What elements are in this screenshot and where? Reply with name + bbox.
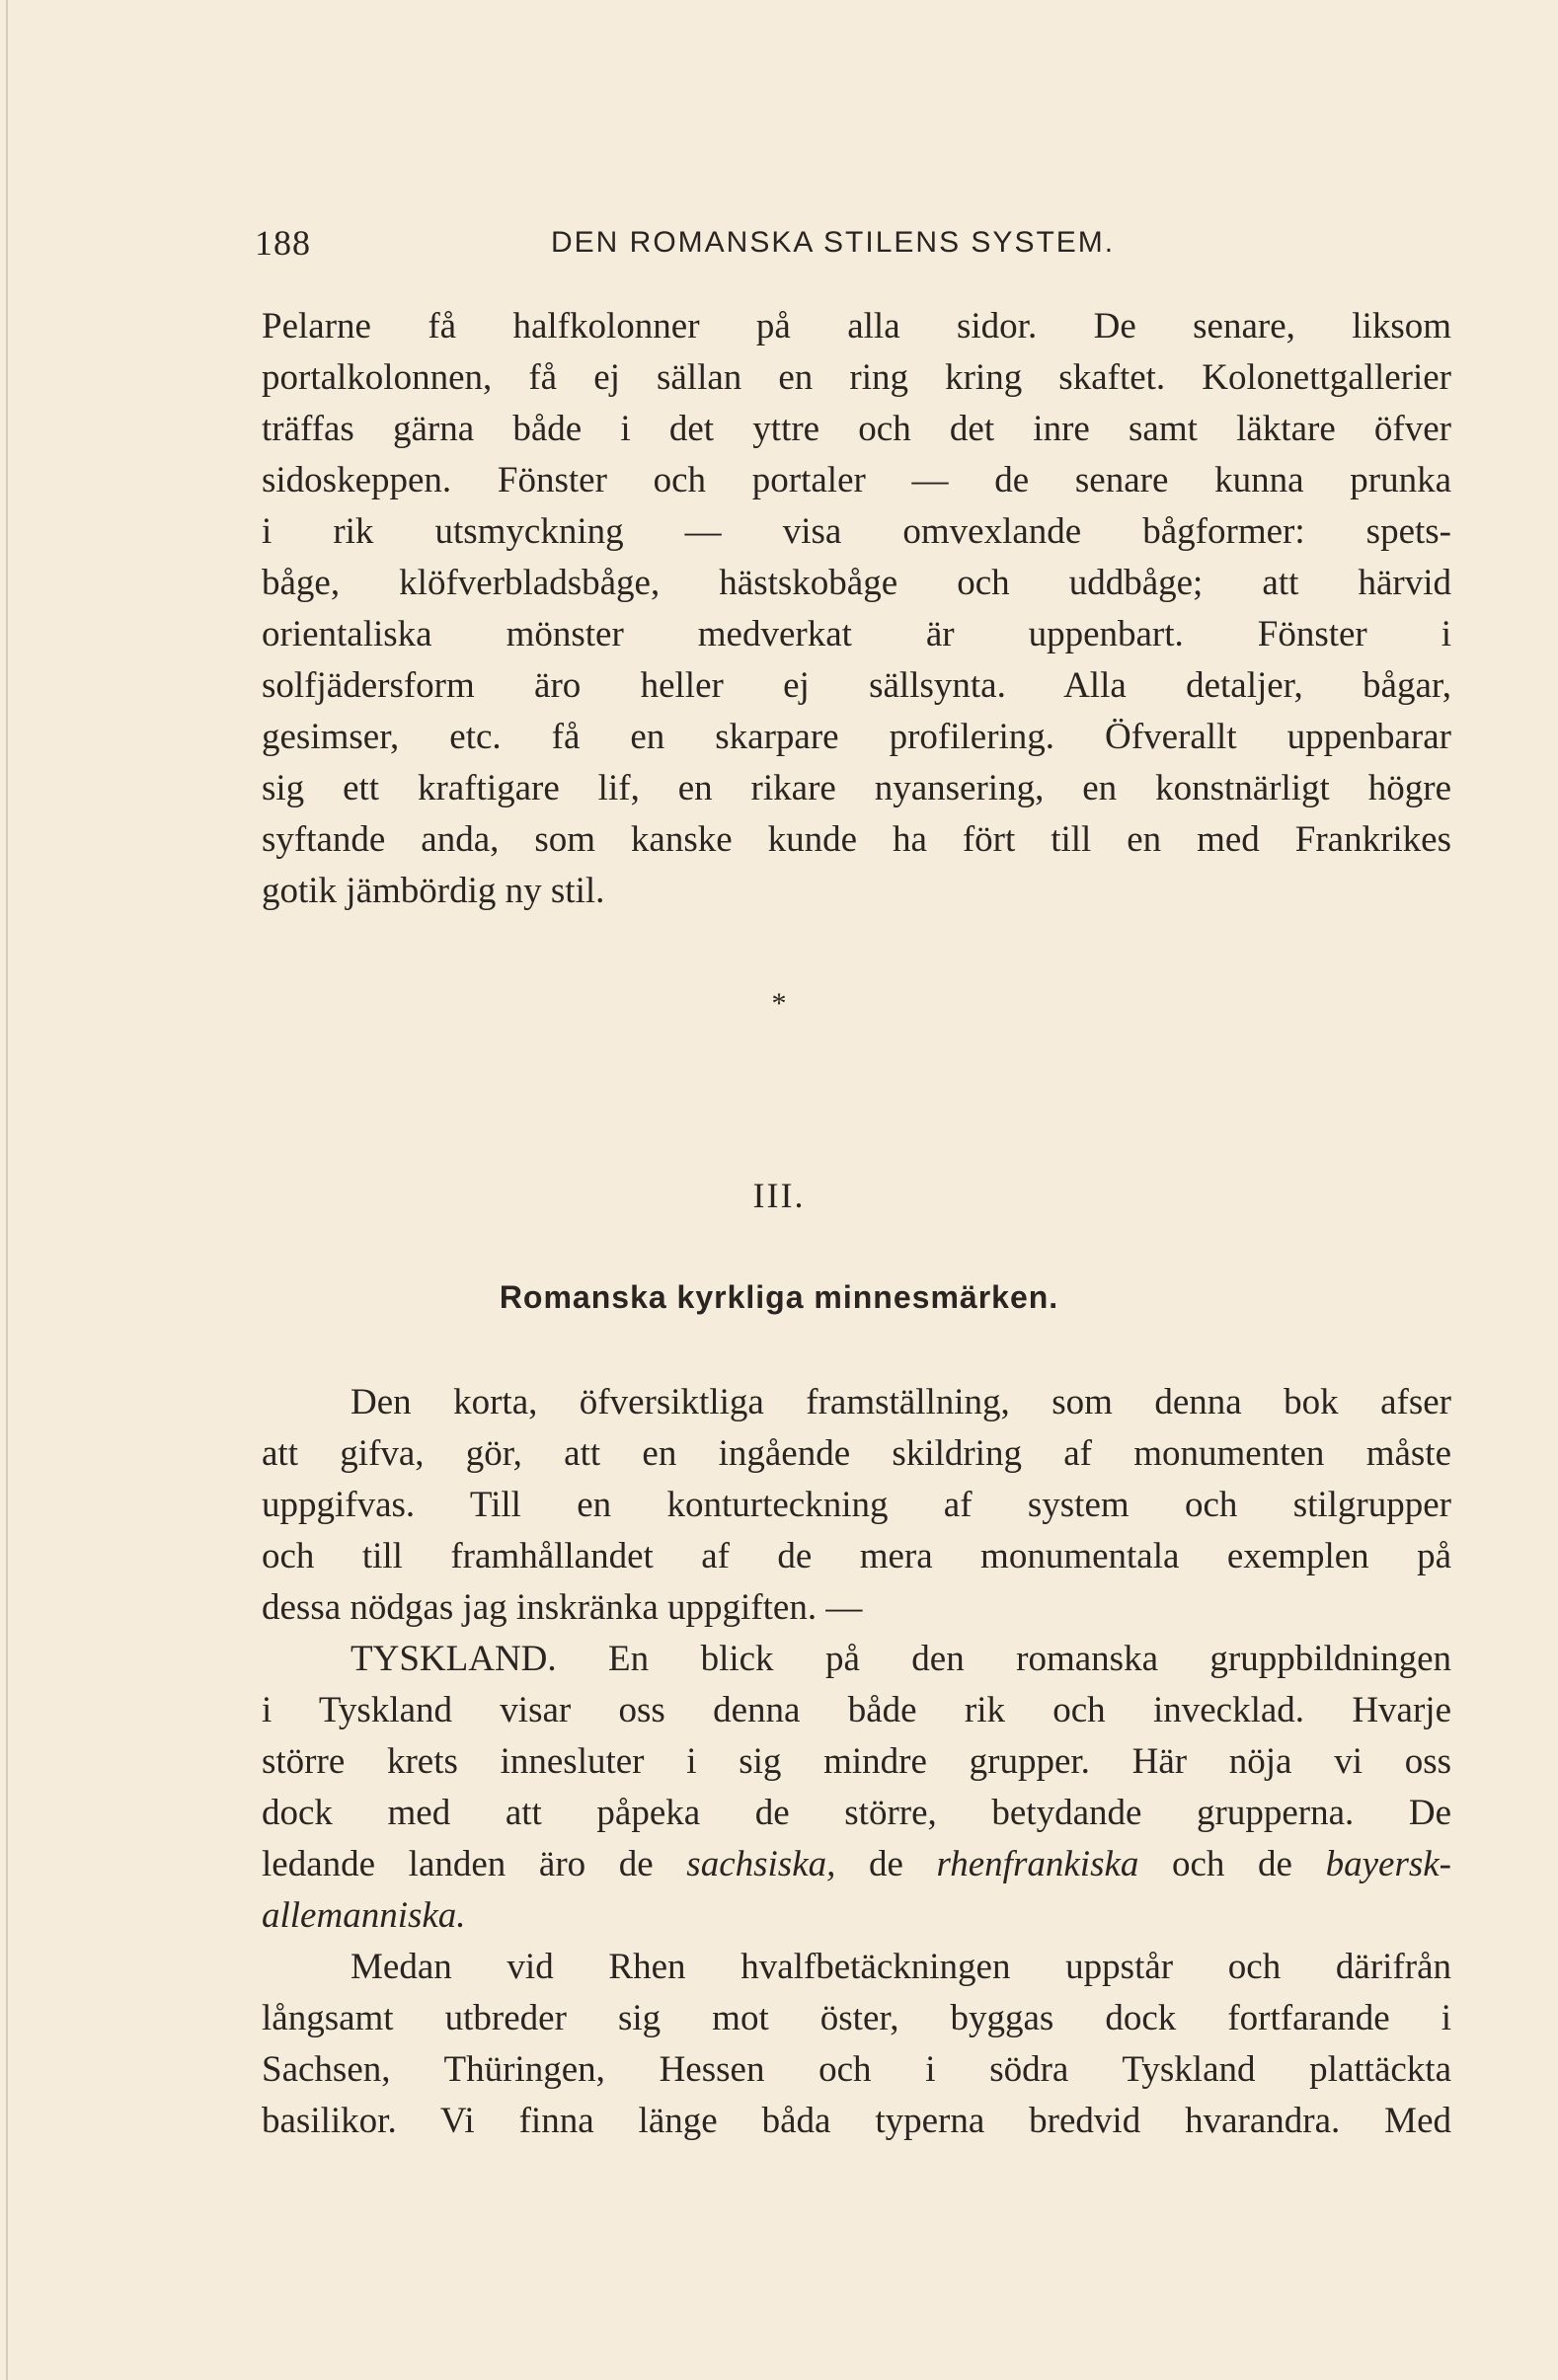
italic-term: allemanniska.: [262, 1895, 466, 1936]
text-line: dessa nödgas jag inskränka uppgiften. —: [262, 1587, 863, 1628]
text-line: Den korta, öfversiktliga framställning, som denna bok afser: [351, 1382, 1451, 1422]
italic-term: sachsiska,: [686, 1844, 836, 1884]
text-line: portalkolonnen, få ej sällan en ring kring skaftet. Kolonettgallerier: [262, 357, 1451, 398]
text-line: basilikor. Vi finna länge båda typerna bredvid hvarandra. Med: [262, 2101, 1451, 2141]
page-header: [255, 222, 1454, 271]
chapter-number: III.: [752, 1176, 806, 1215]
text-line: sig ett kraftigare lif, en rikare nyansering, en konstnärligt högre: [262, 768, 1451, 808]
text-line-mixed: [262, 1839, 1451, 1890]
page-number: 188: [255, 223, 311, 263]
paragraph-4: [262, 1942, 1451, 2147]
text-line: i Tyskland visar oss denna både rik och invecklad. Hvarje: [262, 1690, 1451, 1730]
text-line: i rik utsmyckning — visa omvexlande bågformer: spets-: [262, 511, 1451, 552]
text-line: båge, klöfverbladsbåge, hästskobåge och uddbåge; att härvid: [262, 563, 1451, 603]
text-line: att gifva, gör, att en ingående skildring af monumenten måste: [262, 1433, 1451, 1474]
paragraph-2: [262, 1377, 1451, 1634]
text-line: gotik jämbördig ny stil.: [262, 871, 605, 911]
text-line: sidoskeppen. Fönster och portaler — de senare kunna prunka: [262, 460, 1451, 500]
text-line: större krets innesluter i sig mindre grupper. Här nöja vi oss: [262, 1741, 1451, 1782]
text-line: och till framhållandet af de mera monumentala exemplen på: [262, 1536, 1451, 1576]
running-head: DEN ROMANSKA STILENS SYSTEM.: [551, 226, 1116, 259]
paragraph-3: [262, 1634, 1451, 1942]
italic-term: rhenfrankiska: [936, 1844, 1139, 1884]
text-line: uppgifvas. Till en konturteckning af system och stilgrupper: [262, 1485, 1451, 1525]
text-line: långsamt utbreder sig mot öster, byggas dock fortfarande i: [262, 1998, 1451, 2038]
text-line: solfjädersform äro heller ej sällsynta. Alla detaljer, bågar,: [262, 665, 1451, 706]
text-line: Medan vid Rhen hvalfbetäckningen uppstår och därifrån: [351, 1947, 1451, 1987]
section-separator: *: [771, 987, 787, 1020]
text-line: dock med att påpeka de större, betydande grupperna. De: [262, 1793, 1451, 1833]
text-line: Pelarne få halfkolonner på alla sidor. De senare, liksom: [262, 306, 1451, 346]
paragraph-1: [262, 301, 1451, 917]
text-line: orientaliska mönster medverkat är uppenbart. Fönster i: [262, 614, 1451, 654]
text-run: de: [835, 1844, 937, 1884]
italic-term: bayersk-: [1325, 1844, 1451, 1884]
section-title: Romanska kyrkliga minnesmärken.: [499, 1279, 1059, 1315]
text-run: och de: [1138, 1844, 1326, 1884]
text-line: syftande anda, som kanske kunde ha fört till en med Frankrikes: [262, 819, 1451, 860]
text-run: ledande landen äro de: [262, 1844, 687, 1884]
text-line: Sachsen, Thüringen, Hessen och i södra Tyskland plattäckta: [262, 2049, 1451, 2090]
text-line: gesimser, etc. få en skarpare profilering. Öfverallt uppenbarar: [262, 717, 1451, 757]
text-line: träffas gärna både i det yttre och det inre samt läktare öfver: [262, 409, 1451, 449]
text-line: TYSKLAND. En blick på den romanska gruppbildningen: [351, 1639, 1451, 1679]
